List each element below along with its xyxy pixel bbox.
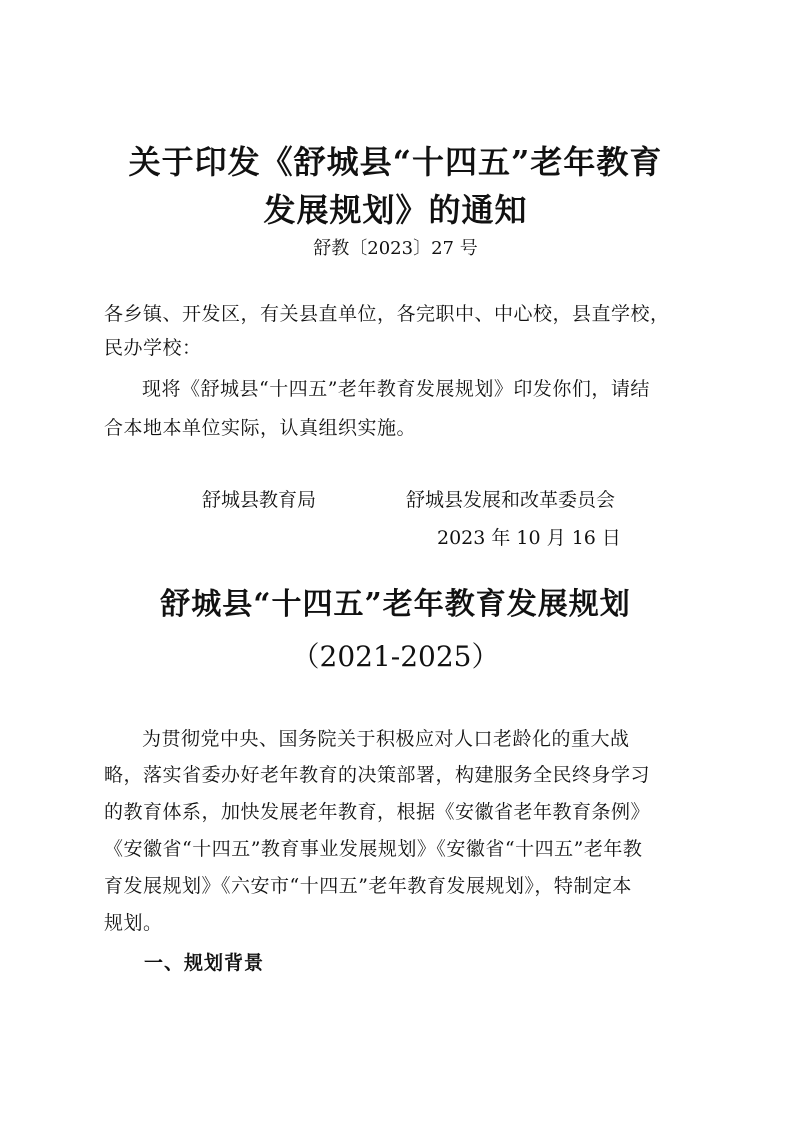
intro-line6: 规划。	[104, 912, 163, 934]
section-heading-background: 一、规划背景	[144, 952, 265, 974]
salutation-line2: 民办学校：	[104, 337, 202, 359]
salutation-line1: 各乡镇、开发区，有关县直单位，各完职中、中心校，县直学校，	[104, 303, 670, 325]
notice-title-line1: 关于印发《舒城县“十四五”老年教育	[128, 143, 663, 181]
plan-title: 舒城县“十四五”老年教育发展规划	[160, 587, 631, 622]
intro-line2: 略，落实省委办好老年教育的决策部署，构建服务全民终身学习	[104, 764, 651, 786]
notice-paragraph-line2: 合本地本单位实际，认真组织实施。	[104, 417, 417, 439]
intro-line5: 育发展规划》《六安市“十四五”老年教育发展规划》，特制定本	[104, 875, 632, 897]
plan-years: （2021-2025）	[291, 640, 500, 673]
intro-line4: 《安徽省“十四五”教育事业发展规划》《安徽省“十四五”老年教	[104, 838, 643, 860]
issuer-development-commission: 舒城县发展和改革委员会	[406, 489, 616, 511]
document-number: 舒教〔2023〕27 号	[313, 238, 478, 259]
issue-date: 2023 年 10 月 16 日	[437, 527, 621, 549]
notice-title-line2: 发展规划》的通知	[263, 191, 528, 229]
issuer-education-bureau: 舒城县教育局	[202, 489, 317, 511]
intro-line1: 为贯彻党中央、国务院关于积极应对人口老龄化的重大战	[142, 728, 630, 750]
intro-line3: 的教育体系，加快发展老年教育，根据《安徽省老年教育条例》	[104, 801, 651, 823]
notice-paragraph-line1: 现将《舒城县“十四五”老年教育发展规划》印发你们，请结	[142, 378, 650, 400]
